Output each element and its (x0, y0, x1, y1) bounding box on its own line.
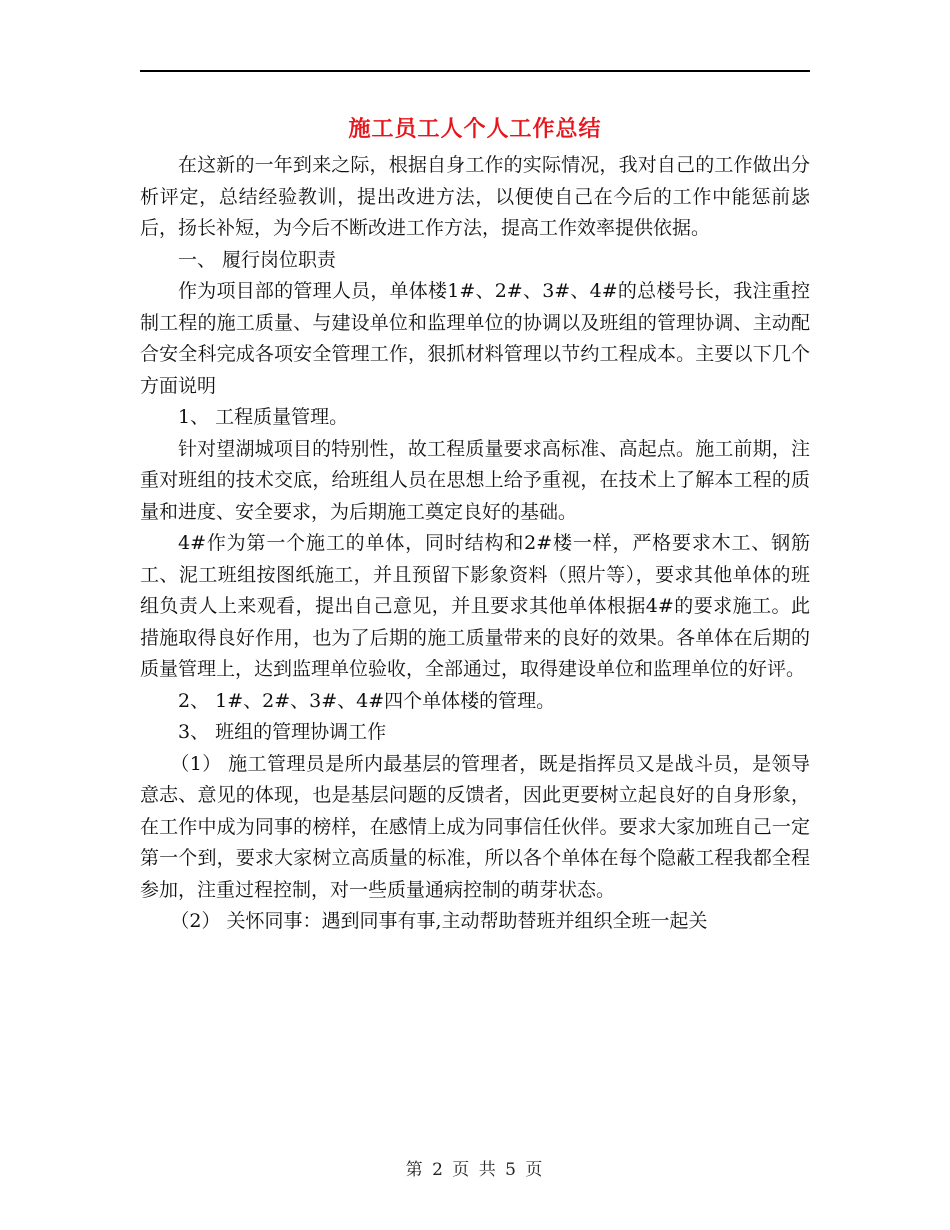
subsection-heading-teams: 3、 班组的管理协调工作 (178, 721, 387, 743)
paragraph-team-item-2: （2） 关怀同事：遇到同事有事,主动帮助替班并组织全班一起关 (170, 910, 708, 932)
paragraph-duties: 作为项目部的管理人员，单体楼1#、2#、3#、4#的总楼号长，我注重控制工程的施工质量、与建设单位和监理单位的协调以及班组的管理协调、主动配合安全科完成各项安全管理工作，狠抓材料管理以节约工程成本。主要以下几个方面说明 (140, 280, 810, 397)
document-body (140, 150, 810, 938)
subsection-heading-buildings: 2、 1#、2#、3#、4#四个单体楼的管理。 (178, 689, 556, 712)
subsection-heading-quality: 1、 工程质量管理。 (178, 406, 349, 428)
document-title: 施工员工人个人工作总结 (348, 116, 602, 142)
paragraph-intro: 在这新的一年到来之际，根据自身工作的实际情况，我对自己的工作做出分析评定，总结经验教训，提出改进方法，以便使自己在今后的工作中能惩前毖后，扬长补短，为今后不断改进工作方法，提高工作效率提供依据。 (140, 154, 810, 239)
page-number-footer: 第 2 页 共 5 页 (405, 1160, 545, 1180)
header-rule (140, 70, 810, 72)
paragraph-team-item-1: （1） 施工管理员是所内最基层的管理者，既是指挥员又是战斗员，是领导意志、意见的体现，也是基层问题的反馈者，因此更要树立起良好的自身形象，在工作中成为同事的榜样，在感情上成为同事信任伙伴。要求大家加班自己一定第一个到，要求大家树立高质量的标准，所以各个单体在每个隐蔽工程我都全程参加，注重过程控制，对一些质量通病控制的萌芽状态。 (140, 752, 810, 901)
section-heading-1: 一、 履行岗位职责 (178, 248, 337, 271)
paragraph-quality-2: 4#作为第一个施工的单体，同时结构和2#楼一样，严格要求木工、钢筋工、泥工班组按图纸施工，并且预留下影象资料（照片等），要求其他单体的班组负责人上来观看，提出自己意见，并且要求其他单体根据4#的要求施工。此措施取得良好作用，也为了后期的施工质量带来的良好的效果。各单体在后期的质量管理上，达到监理单位验收，全部通过，取得建设单位和监理单位的好评。 (140, 532, 810, 680)
paragraph-quality-1: 针对望湖城项目的特别性，故工程质量要求高标准、高起点。施工前期，注重对班组的技术交底，给班组人员在思想上给予重视，在技术上了解本工程的质量和进度、安全要求，为后期施工奠定良好的基础。 (140, 437, 810, 523)
